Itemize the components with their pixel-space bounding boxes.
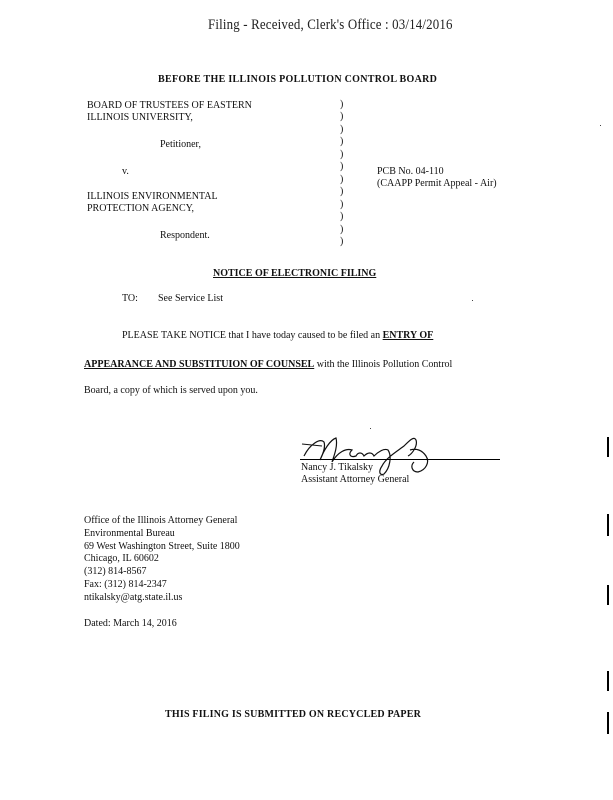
caption-paren: ) (340, 236, 344, 247)
notice-body-text: with the Illinois Pollution Control (314, 359, 453, 370)
to-value: See Service List (158, 293, 223, 304)
street-address: 69 West Washington Street, Suite 1800 (84, 540, 240, 552)
to-label: TO: (122, 293, 138, 304)
scan-edge-mark (607, 712, 609, 734)
notice-title: NOTICE OF ELECTRONIC FILING (213, 268, 377, 279)
case-type: (CAAPP Permit Appeal - Air) (377, 178, 497, 189)
scan-edge-mark (607, 437, 609, 457)
caption-paren: ) (340, 136, 344, 147)
document-title-part1: ENTRY OF (382, 330, 434, 341)
caption-paren: ) (340, 161, 344, 172)
email-address: ntikalsky@atg.state.il.us (84, 591, 183, 603)
contact-block (84, 515, 240, 605)
city-state-zip: Chicago, IL 60602 (84, 553, 159, 565)
board-title: BEFORE THE ILLINOIS POLLUTION CONTROL BOARD (158, 74, 438, 85)
petitioner-name-line1: BOARD OF TRUSTEES OF EASTERN (87, 100, 252, 111)
caption-paren: ) (340, 111, 344, 122)
caption-paren: ) (340, 211, 344, 222)
caption-paren: ) (340, 99, 344, 110)
bureau-name: Environmental Bureau (84, 527, 175, 539)
fax-number: Fax: (312) 814-2347 (84, 578, 167, 590)
notice-body-text: PLEASE TAKE NOTICE that I have today caused to be filed an (122, 330, 383, 341)
scan-edge-mark (607, 585, 609, 605)
notice-body-line3: Board, a copy of which is served upon you. (84, 385, 258, 396)
petitioner-name-line2: ILLINOIS UNIVERSITY, (87, 112, 193, 123)
caption-paren: ) (340, 224, 344, 235)
signer-name: Nancy J. Tikalsky (301, 462, 373, 473)
scan-edge-mark (607, 514, 609, 536)
scan-speck (600, 125, 601, 126)
office-name: Office of the Illinois Attorney General (84, 515, 238, 526)
phone-number: (312) 814-8567 (84, 566, 147, 578)
caption-paren: ) (340, 199, 344, 210)
case-number: PCB No. 04-110 (377, 166, 444, 177)
document-title-part2: APPEARANCE AND SUBSTITUION OF COUNSEL (84, 359, 315, 370)
recycled-paper-footer: THIS FILING IS SUBMITTED ON RECYCLED PAPER (165, 709, 422, 720)
filing-stamp-header: Filing - Received, Clerk's Office : 03/14/2016 (208, 17, 453, 33)
petitioner-role: Petitioner, (160, 139, 201, 150)
notice-body-line2 (84, 359, 452, 370)
scan-speck (370, 428, 371, 429)
caption-paren: ) (340, 124, 344, 135)
caption-paren: ) (340, 174, 344, 185)
respondent-name-line1: ILLINOIS ENVIRONMENTAL (87, 191, 218, 202)
caption-paren: ) (340, 149, 344, 160)
date-line: Dated: March 14, 2016 (84, 618, 177, 629)
notice-body-line1 (122, 330, 433, 341)
scan-speck (472, 300, 473, 301)
scan-edge-mark (607, 671, 609, 691)
respondent-role: Respondent. (160, 230, 210, 241)
signature-line (300, 459, 500, 460)
caption-paren: ) (340, 186, 344, 197)
versus-label: v. (122, 166, 129, 177)
signer-title: Assistant Attorney General (301, 474, 410, 485)
respondent-name-line2: PROTECTION AGENCY, (87, 203, 195, 214)
